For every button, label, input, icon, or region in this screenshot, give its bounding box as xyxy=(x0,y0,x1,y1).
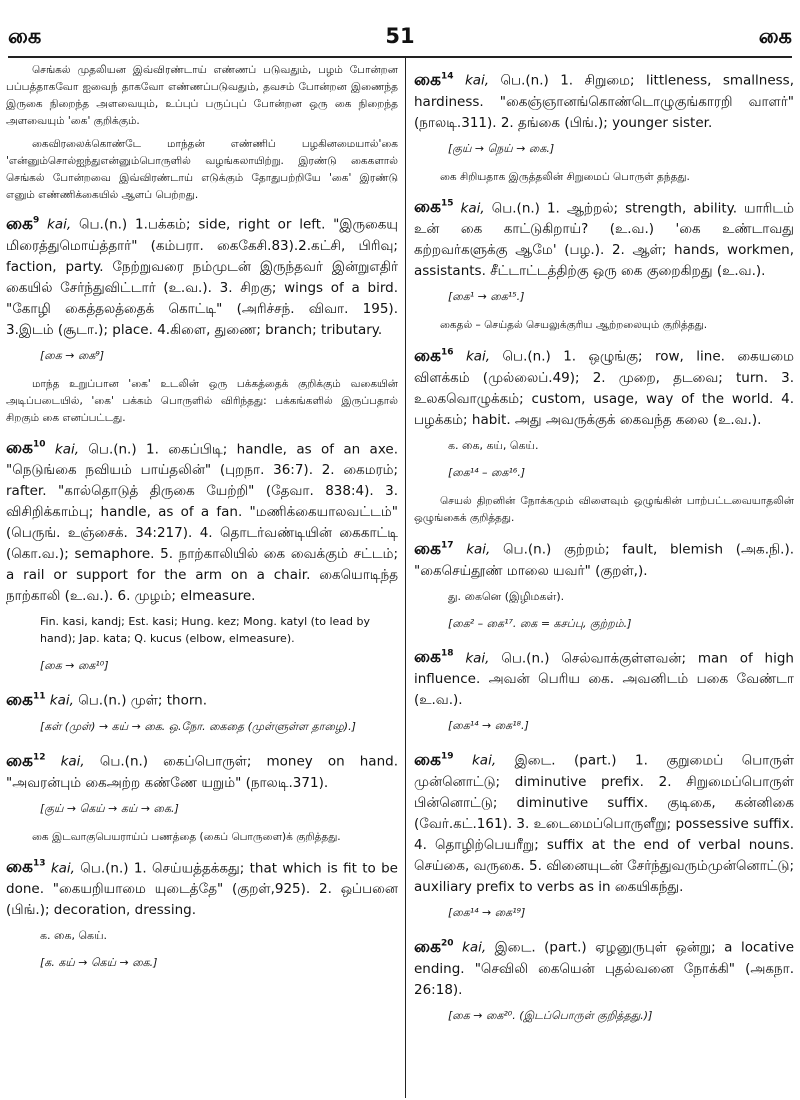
page-header xyxy=(8,24,792,52)
headword: கை$^{19}$ xyxy=(414,749,454,770)
cognates-13: க. கை, கெய். xyxy=(40,929,107,943)
column-divider xyxy=(405,58,406,1098)
transliteration: kai, xyxy=(465,348,491,365)
etymology-16: [கை¹⁴ – கை¹⁶.] xyxy=(448,465,526,479)
etymology-9: [கை → கை⁹] xyxy=(40,348,105,362)
entry-9 xyxy=(6,210,398,341)
etymology-15: [கை¹ → கை¹⁵.] xyxy=(448,290,525,304)
etymology-11: [கள் (முள்) → கய் → கை. ஒ.நோ. கைதை (முள்ளுள்ள தாழை).] xyxy=(40,719,356,733)
transliteration: kai, xyxy=(462,939,487,956)
headword: கை$^{14}$ xyxy=(414,69,454,90)
headword: கை$^{10}$ xyxy=(6,438,46,459)
transliteration: kai, xyxy=(49,692,74,709)
transliteration: kai, xyxy=(47,216,72,233)
definition: பெ.(n.) கைப்பொருள்; money on hand. "அவரன்பும் கைஅற்ற கண்ணே யறும்" (நாலடி.371). xyxy=(6,753,399,791)
entry-11 xyxy=(6,686,398,712)
note-14: கை சிறியதாக இருத்தலின் சிறுமைப் பொருள் தந்தது. xyxy=(440,170,690,183)
right-column xyxy=(414,62,794,1036)
entry-10 xyxy=(6,435,398,608)
note-15: கைதல் – செய்தல் செயலுக்குரிய ஆற்றலையும் குறித்தது. xyxy=(440,319,708,332)
transliteration: kai, xyxy=(471,752,497,769)
entry-20 xyxy=(414,933,794,1001)
definition: பெ.(n.) 1. சிறுமை; littleness, smallness, hardiness. "கைஞ்ஞானங்கொண்டொழுகுங்காரறி வாளர்" (நாலடி.311). 2. தங்கை (பிங்.); younger sister. xyxy=(414,72,795,131)
definition: பெ.(n.) 1. கைப்பிடி; handle, as of an axe. "நெடுங்கை நவியம் பாய்தலின்" (புறநா. 36:7). 2. கைமரம்; rafter. "கால்தொடுத் திருகை யேற்றி" (தேவா. 838:4). 3. விசிறிக்காம்பு; handle, as of a fan. "மணிக்கையாலவட்டம்" (பெருங். உஞ்சைக். 34:217). 4. தொடர்வண்டியின் கைகாட்டி (கொ.வ.); semaphore. 5. நாற்காலியில் கை வைக்கும் சட்டம்; a rail or support for the arm on a chair. கையொடிந்த நாற்காலி (உ.வ.). 6. முழம்; elmeasure. xyxy=(6,441,399,605)
intro-paragraph-2: கைவிரலைக்கொண்டே மாந்தன் எண்ணிப் பழகினமையால்'கை 'என்னும்சொல்ஐந்துஎன்னும்பொருளில் வழங்கலாயிற்று. இரண்டு கைகளால் செங்கல் போன்றவை இவ்விரண்டாய் எடுக்கும் தோதுபற்றியே 'கை' இரண்டு எனும் எண்ணிக்கையில் ஆளப் பெற்றது. xyxy=(6,138,398,201)
running-head-right: கை xyxy=(758,24,792,48)
note-16: செயல் திறனின் நோக்கமும் விளைவும் ஒழுங்கின் பாற்பட்டவையாதலின் ஒழுங்கைக் குறித்தது. xyxy=(414,494,794,524)
entry-12 xyxy=(6,747,398,794)
headword: கை$^{16}$ xyxy=(414,345,454,366)
headword: கை$^{20}$ xyxy=(414,936,454,957)
entry-19 xyxy=(414,746,794,898)
etymology-20: [கை → கை²⁰. (இடப்பொருள் குறித்தது.)] xyxy=(448,1008,653,1022)
entry-17 xyxy=(414,535,794,582)
transliteration: kai, xyxy=(466,541,491,558)
definition: இடை. (part.) 1. குறுமைப் பொருள் முன்னொட்டு; diminutive prefix. 2. சிறுமைப்பொருள் பின்னொட்டு; diminutive suffix. குடிகை, கன்னிகை (வேர்.கட்.161). 3. உடைமைப்பொருளீறு; possessive suffix. 4. தொழிற்பெயரீறு; suffix at the end of verbal nouns. செய்கை, வருகை. 5. வினையுடன் சேர்ந்துவரும்முன்னொட்டு; auxiliary prefix to verbs as in கையிகந்து. xyxy=(414,752,795,895)
definition: பெ.(n.) 1. ஒழுங்கு; row, line. கையமை விளக்கம் (முல்லைப்.49); 2. முறை, தடவை; turn. 3. உலகவொழுக்கம்; custom, usage, way of the world. 4. பழக்கம்; habit. அது அவருக்குக் கைவந்த கலை (உ.வ.). xyxy=(414,348,795,428)
headword: கை$^9$ xyxy=(6,213,40,234)
entry-13 xyxy=(6,854,398,922)
entry-18 xyxy=(414,644,794,712)
cognates-16: க. கை, கய், கெய். xyxy=(448,438,539,452)
page-number: 51 xyxy=(385,24,415,48)
headword: கை$^{15}$ xyxy=(414,197,454,218)
transliteration: kai, xyxy=(460,200,485,217)
headword: கை$^{13}$ xyxy=(6,857,46,878)
cognates-17: து. கைனெ (இழிமகள்). xyxy=(448,589,565,603)
definition: பெ.(n.) முள்; thorn. xyxy=(78,692,208,709)
left-column xyxy=(6,62,398,983)
etymology-14: [குய் → நெய் → கை.] xyxy=(448,141,555,155)
etymology-13: [க. கய் → கெய் → கை.] xyxy=(40,956,158,970)
etymology-18: [கை¹⁴ → கை¹⁸.] xyxy=(448,719,529,733)
definition: பெ.(n.) செல்வாக்குள்ளவன்; man of high influence. அவன் பெரிய கை. அவனிடம் பகை வேண்டா (உ.வ.). xyxy=(414,650,794,709)
header-rule xyxy=(8,56,792,58)
etymology-12: [குய் → கெய் → கய் → கை.] xyxy=(40,801,179,815)
transliteration: kai, xyxy=(50,860,75,877)
definition: பெ.(n.) 1. ஆற்றல்; strength, ability. யாரிடம் உன் கை காட்டுகிறாய்? (உ.வ.) 'கை உண்டாவது கற்றவர்களுக்கு ஆமே' (பழ.). 2. ஆள்; hands, workmen, assistants. சீட்டாட்டத்திற்கு ஒரு கை குறைகிறது (உ.வ.). xyxy=(414,200,794,280)
entry-16 xyxy=(414,342,794,431)
intro-paragraph-1: செங்கல் முதலியன இவ்விரண்டாய் எண்ணப் படுவதும், பழம் போன்றன பப்பத்தாகவோ ஐவைந் தாகவோ எண்ணப்படுவதும், தவசம் போன்றன இணைந்த இருகை நிறைந்த அளவையும், உப்புப் பருப்புப் போன்றன ஒரு கை நிறைந்த அளவையும் 'கை' குறிக்கும். xyxy=(6,64,398,127)
etymology-10: [கை → கை¹⁰] xyxy=(40,659,109,673)
etymology-19: [கை¹⁴ → கை¹⁹] xyxy=(448,905,526,919)
transliteration: kai, xyxy=(54,441,80,458)
entry-15 xyxy=(414,194,794,283)
headword: கை$^{12}$ xyxy=(6,750,46,771)
etymology-17: [கை² – கை¹⁷. கை = கசப்பு, குற்றம்.] xyxy=(448,616,632,630)
note-9: மாந்த உறுப்பான 'கை' உடலின் ஒரு பக்கத்தைக் குறிக்கும் வகையின் அடிப்படையில், 'கை' பக்கம் பொருளில் விரிந்தது: பக்கங்களில் இருப்பதால் சிறகும் கை எனப்பட்டது. xyxy=(6,377,398,424)
definition: இடை. (part.) ஏழனுருபுள் ஒன்று; a locative ending. "செவிலி கையென் புதல்வனை நோக்கி" (அகநா. 26:18). xyxy=(414,939,794,998)
headword: கை$^{11}$ xyxy=(6,689,46,710)
transliteration: kai, xyxy=(464,72,490,89)
transliteration: kai, xyxy=(465,650,490,667)
definition: பெ.(n.) 1.பக்கம்; side, right or left. "இருகையு மிரைத்துமொய்த்தார்" (கம்பரா. கைகேசி.83).2.கட்சி, பிரிவு; faction, party. நேற்றுவரை நம்முடன் இருந்தவர் இன்றுஎதிர் கையில் சேர்ந்துவிட்டார் (உ.வ.). 3. சிறகு; wings of a bird. "கோழி கைத்தலத்தைக் கொட்டி" (அரிச்சந். விவா. 195). 3.இடம் (சூடா.); place. 4.கிளை, துணை; branch; tributary. xyxy=(6,216,398,338)
transliteration: kai, xyxy=(60,753,85,770)
definition: பெ.(n.) 1. செய்யத்தக்கது; that which is fit to be done. "கையறியாமை யுடைத்தே" (குறள்,925). 2. ஒப்பனை (பிங்.); decoration, dressing. xyxy=(6,860,398,919)
running-head-left: கை xyxy=(8,24,42,48)
note-12: கை இடவாகுபெயராய்ப் பணத்தை (கைப் பொருளை)க் குறித்தது. xyxy=(32,830,341,843)
headword: கை$^{18}$ xyxy=(414,647,454,668)
entry-14 xyxy=(414,66,794,134)
definition: பெ.(n.) குற்றம்; fault, blemish (அக.நி.). "கைசெய்தூண் மாலை யவர்" (குறள்,). xyxy=(414,541,795,579)
headword: கை$^{17}$ xyxy=(414,538,454,559)
cognates-10: Fin. kasi, kandj; Est. kasi; Hung. kez; Mong. katyl (to lead by hand); Jap. kata; Q. kucus (elbow, elmeasure). xyxy=(40,615,371,646)
